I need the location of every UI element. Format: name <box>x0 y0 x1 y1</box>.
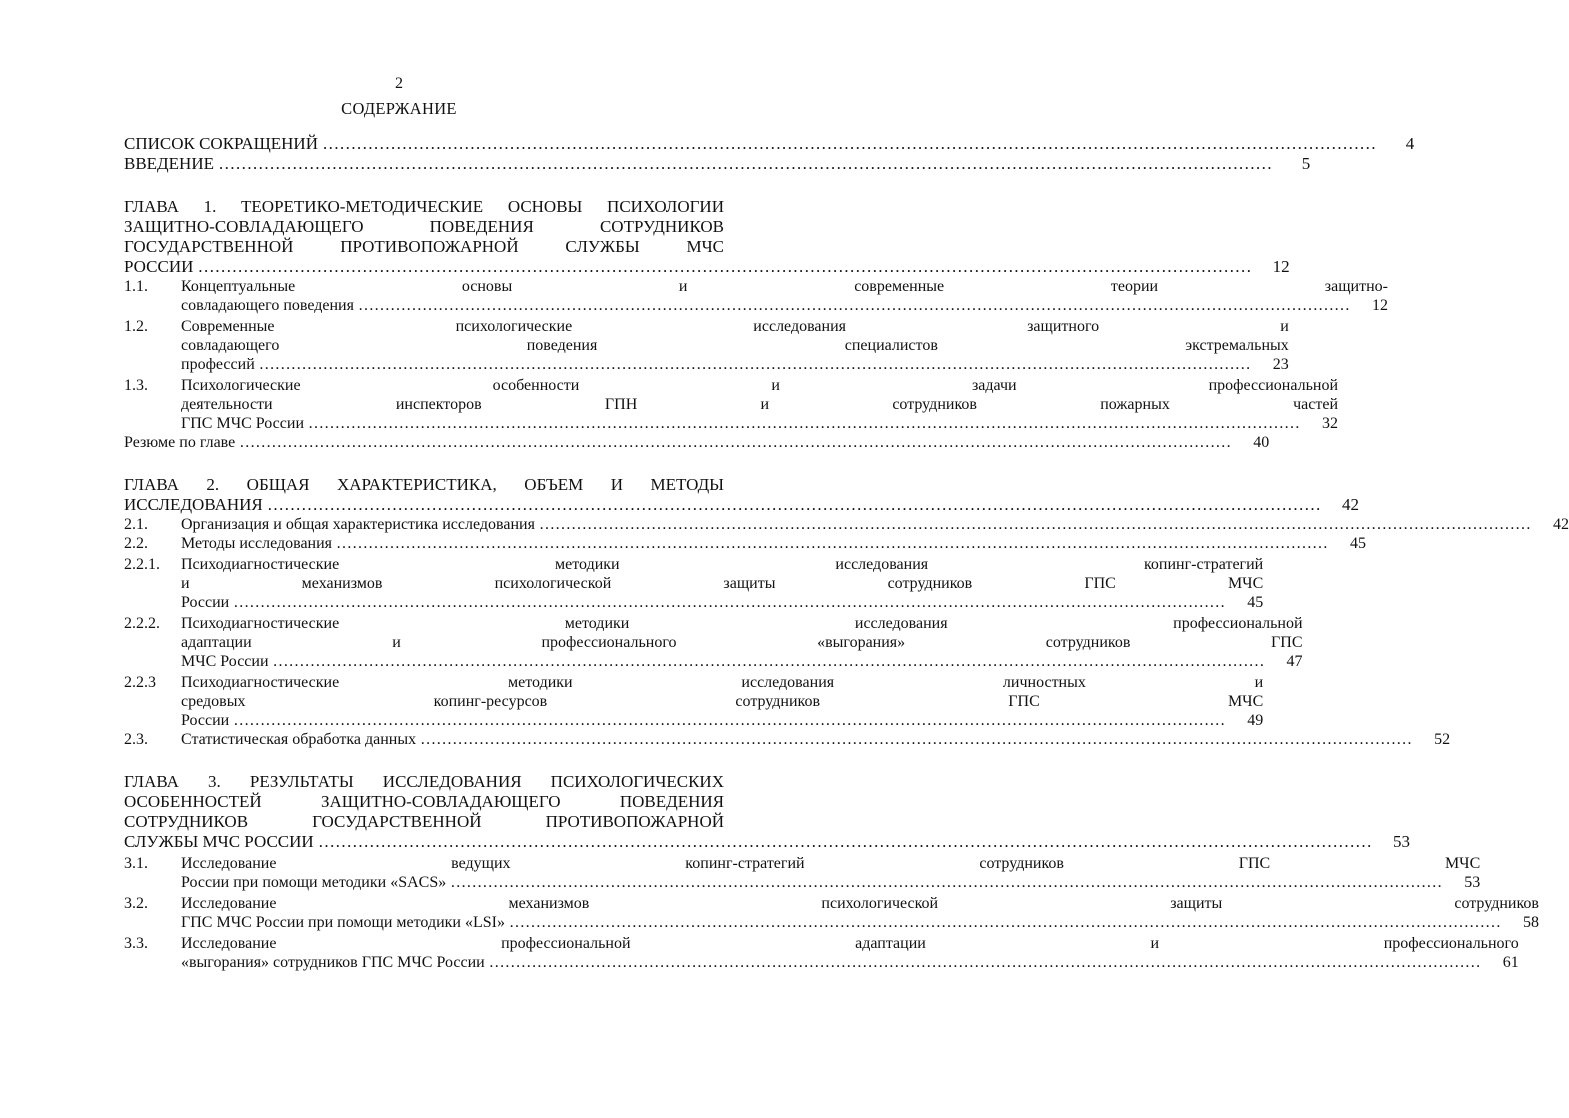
chapter-heading-line: ГОСУДАРСТВЕННОЙ ПРОТИВОПОЖАРНОЙ СЛУЖБЫ МЧС <box>124 237 724 256</box>
section-number: 3.2. <box>124 895 148 912</box>
toc-entry-page: 53 <box>1392 832 1410 851</box>
chapter-heading-line: ГЛАВА 2. ОБЩАЯ ХАРАКТЕРИСТИКА, ОБЪЕМ И МЕТОДЫ <box>124 475 724 494</box>
toc-entry-page: 53 <box>1464 874 1481 891</box>
section-number: 2.3. <box>124 731 148 748</box>
section-line: Концептуальные основы и современные теории защитно- <box>181 278 1388 295</box>
toc-entry-page: 52 <box>1434 731 1451 748</box>
toc-entry-text: России …………………………………………………………………………………………………………………………………………………………………… <box>181 711 1225 730</box>
section-line: Психодиагностические методики исследования личностных и <box>181 674 1264 691</box>
toc-entry-page: 49 <box>1247 712 1264 729</box>
chapter-heading-line: ГЛАВА 3. РЕЗУЛЬТАТЫ ИССЛЕДОВАНИЯ ПСИХОЛОГИЧЕСКИХ <box>124 772 724 791</box>
toc-entry-page: 58 <box>1522 914 1539 931</box>
toc-entry-text: ИССЛЕДОВАНИЯ …………………………………………………………………………………………………………………………………………………………………… <box>124 495 1321 515</box>
section-line: деятельности инспекторов ГПН и сотрудников пожарных частей <box>181 396 1338 413</box>
toc-entry-page: 45 <box>1247 594 1264 611</box>
toc-entry <box>124 134 1415 154</box>
toc-entry-text: совладающего поведения …………………………………………………………………………………………………………………………………………………………………… <box>181 296 1350 315</box>
toc-entry-text: ГПС МЧС России …………………………………………………………………………………………………………………………………………………………………… <box>181 414 1300 433</box>
toc-entry-page: 5 <box>1301 154 1311 173</box>
toc-entry-page: 4 <box>1405 134 1415 153</box>
section-line: средовых копинг-ресурсов сотрудников ГПС МЧС <box>181 693 1264 710</box>
toc-entry-text: Статистическая обработка данных …………………………………………………………………………………………………………………………………………………………………… <box>181 730 1412 749</box>
toc-section <box>124 317 1289 374</box>
toc-entry-page: 42 <box>1552 516 1569 533</box>
toc-entry-text: России …………………………………………………………………………………………………………………………………………………………………… <box>181 593 1225 612</box>
section-number: 3.3. <box>124 935 148 952</box>
section-number: 2.2. <box>124 535 148 552</box>
toc-entry-text: Резюме по главе …………………………………………………………………………………………………………………………………………………………………… <box>124 433 1231 452</box>
section-number: 1.1. <box>124 278 148 295</box>
chapter-heading-line: ГЛАВА 1. ТЕОРЕТИКО-МЕТОДИЧЕСКИЕ ОСНОВЫ ПСИХОЛОГИИ <box>124 197 724 216</box>
toc-entry-text: Организация и общая характеристика исследования …………………………………………………………………………………………………………………………………………………………………… <box>181 515 1531 534</box>
section-line: Исследование ведущих копинг-стратегий сотрудников ГПС МЧС <box>181 855 1481 872</box>
toc-entry-text: Методы исследования …………………………………………………………………………………………………………………………………………………………………… <box>181 534 1328 553</box>
chapter-2-heading <box>124 475 1360 515</box>
chapter-summary <box>124 433 1270 452</box>
toc-entry-page: 12 <box>1371 297 1388 314</box>
toc-section <box>124 614 1303 671</box>
chapter-1-heading <box>124 197 1290 277</box>
section-line: Исследование профессиональной адаптации и профессионального <box>181 935 1519 952</box>
section-line: и механизмов психологической защиты сотрудников ГПС МЧС <box>181 575 1264 592</box>
toc-section <box>124 555 1264 612</box>
section-line: Современные психологические исследования защитного и <box>181 318 1289 335</box>
toc-section <box>124 534 1367 553</box>
table-of-contents <box>124 134 1569 972</box>
page-number: 2 <box>395 75 403 92</box>
section-line: адаптации и профессионального «выгорания» сотрудников ГПС <box>181 634 1303 651</box>
toc-entry-text: СЛУЖБЫ МЧС РОССИИ …………………………………………………………………………………………………………………………………………………………………… <box>124 832 1372 852</box>
toc-section <box>124 376 1338 433</box>
toc-entry-text: профессий …………………………………………………………………………………………………………………………………………………………………… <box>181 355 1251 374</box>
section-line: Психодиагностические методики исследования копинг-стратегий <box>181 556 1264 573</box>
toc-entry-page: 47 <box>1286 653 1303 670</box>
toc-section <box>124 673 1264 730</box>
toc-entry-page: 23 <box>1272 356 1289 373</box>
toc-entry-page: 12 <box>1272 257 1290 276</box>
toc-entry-page: 42 <box>1342 495 1360 514</box>
section-number: 2.2.3 <box>124 674 156 691</box>
toc-section <box>124 515 1569 534</box>
toc-entry-page: 61 <box>1502 954 1519 971</box>
toc-section <box>124 730 1451 749</box>
toc-section <box>124 894 1539 932</box>
toc-entry-text: России при помощи методики «SACS» …………………………………………………………………………………………………………………………………………………………………… <box>181 873 1442 892</box>
toc-entry-text: «выгорания» сотрудников ГПС МЧС России …………………………………………………………………………………………………………………………………………………………………… <box>181 953 1481 972</box>
toc-entry-text: ГПС МЧС России при помощи методики «LSI» …………………………………………………………………………………………………………………………………………………………………… <box>181 913 1501 932</box>
section-line: Исследование механизмов психологической защиты сотрудников <box>181 895 1539 912</box>
section-line: Психодиагностические методики исследования профессиональной <box>181 615 1303 632</box>
toc-entry-text: МЧС России …………………………………………………………………………………………………………………………………………………………………… <box>181 652 1265 671</box>
toc-section <box>124 854 1481 892</box>
section-line: совладающего поведения специалистов экстремальных <box>181 337 1289 354</box>
toc-entry-page: 45 <box>1350 535 1367 552</box>
section-number: 2.2.1. <box>124 556 160 573</box>
toc-entry-text: ВВЕДЕНИЕ …………………………………………………………………………………………………………………………………………………………………… <box>124 154 1272 174</box>
section-number: 3.1. <box>124 855 148 872</box>
toc-entry-text: РОССИИ …………………………………………………………………………………………………………………………………………………………………… <box>124 257 1252 277</box>
section-number: 1.2. <box>124 318 148 335</box>
section-number: 2.1. <box>124 516 148 533</box>
page-title: СОДЕРЖАНИЕ <box>341 99 457 118</box>
toc-entry-text: СПИСОК СОКРАЩЕНИЙ …………………………………………………………………………………………………………………………………………………………………… <box>124 134 1376 154</box>
toc-entry-page: 32 <box>1322 415 1338 432</box>
section-number: 1.3. <box>124 377 148 394</box>
chapter-heading-line: ОСОБЕННОСТЕЙ ЗАЩИТНО-СОВЛАДАЮЩЕГО ПОВЕДЕНИЯ <box>124 792 724 811</box>
chapter-heading-line: ЗАЩИТНО-СОВЛАДАЮЩЕГО ПОВЕДЕНИЯ СОТРУДНИКОВ <box>124 217 724 236</box>
toc-entry-page: 40 <box>1253 434 1270 451</box>
section-number: 2.2.2. <box>124 615 160 632</box>
chapter-3-heading <box>124 772 1410 852</box>
section-line: Психологические особенности и задачи профессиональной <box>181 377 1338 394</box>
toc-section <box>124 934 1519 972</box>
toc-section <box>124 277 1388 315</box>
chapter-heading-line: СОТРУДНИКОВ ГОСУДАРСТВЕННОЙ ПРОТИВОПОЖАРНОЙ <box>124 812 724 831</box>
toc-entry <box>124 154 1311 174</box>
